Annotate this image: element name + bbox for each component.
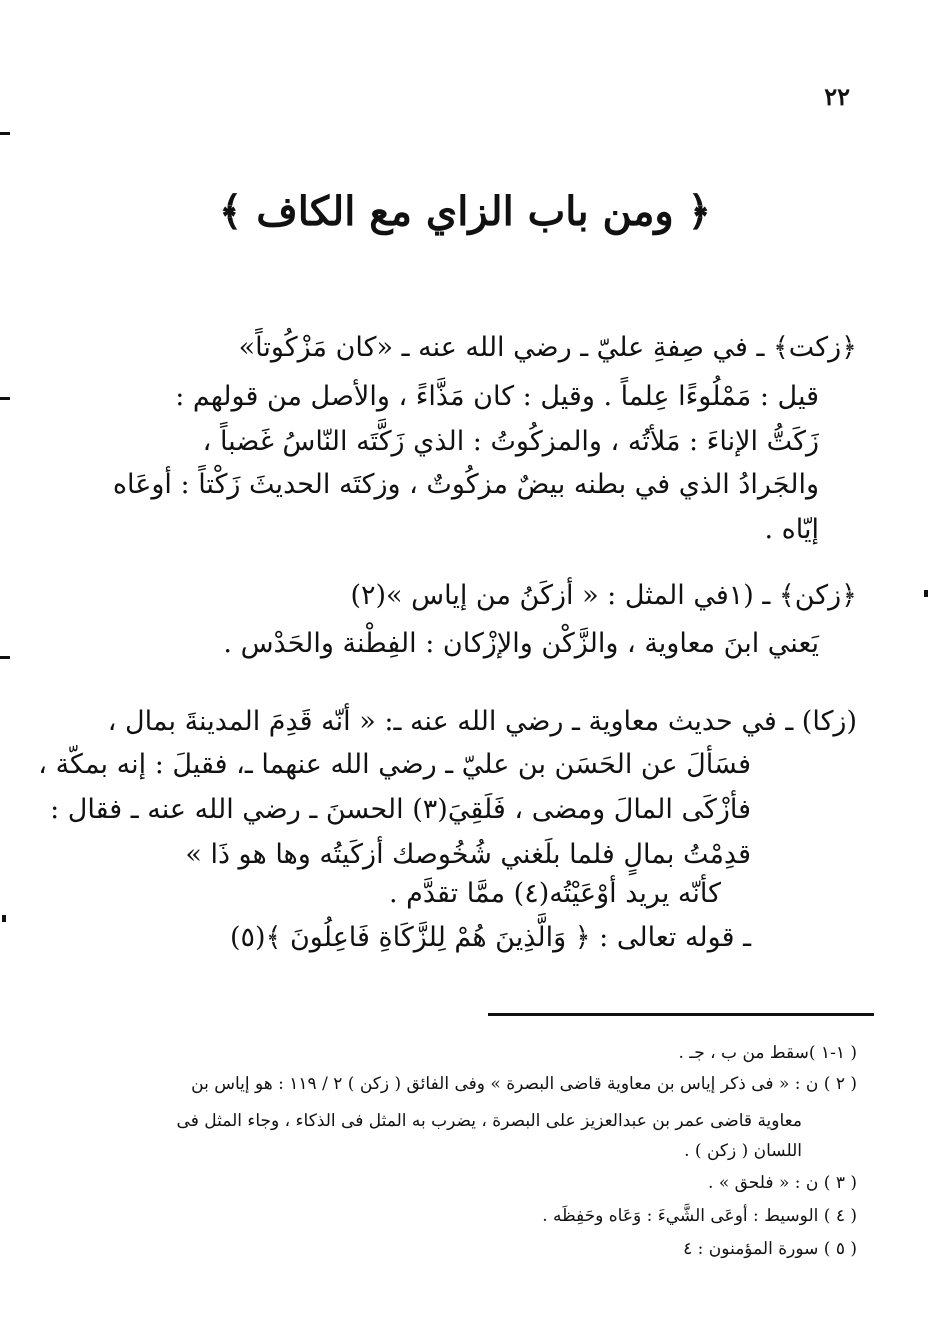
entry-zaka-line-6: ـ قوله تعالى : ﴿ وَالَّذِينَ هُمْ لِلزَّكَاةِ فَاعِلُونَ ﴾(٥)	[229, 922, 751, 953]
page-number: ٢٢	[824, 82, 850, 111]
entry-zakat-line-5: إيّاه .	[764, 514, 819, 545]
entry-zakan-line-1: ﴿زكن﴾ ـ (١في المثل : « أزكَنُ من إياس »(٢)	[350, 580, 857, 611]
chapter-title: ﴿ ومن باب الزاي مع الكاف ﴾	[218, 188, 712, 235]
footnote-3: ( ٣ ) ن : « فلحق » .	[708, 1173, 857, 1193]
margin-mark	[0, 656, 10, 659]
entry-zakat-line-2: قيل : مَمْلُوءًا عِلماً . وقيل : كان مَذَّاءً ، والأصل من قولهم :	[175, 381, 819, 412]
entry-zaka-line-4: قدِمْتُ بمالٍ فلما بلَغني شُخُوصك أزكَيتُه وها هو ذَا »	[185, 839, 751, 870]
entry-zakan-line-2: يَعني ابنَ معاوية ، والزَّكْن والإزْكان : الفِطْنة والحَدْس .	[223, 628, 819, 659]
margin-dot	[924, 590, 928, 597]
entry-zaka-line-2: فسَألَ عن الحَسَن بن عليّ ـ رضي الله عنهما ـ، فقيلَ : إنه بمكّة ،	[38, 749, 751, 780]
footnote-2-line-3: اللسان ( زكن ) .	[684, 1141, 802, 1161]
footnote-rule	[488, 1013, 874, 1016]
footnote-4: ( ٤ ) الوسيط : أوعَى الشَّيءَ : وَعَاه وحَفِظَه .	[542, 1206, 857, 1226]
margin-mark	[0, 132, 10, 135]
margin-mark	[0, 397, 10, 400]
footnote-2-line-1: ( ٢ ) ن : « فى ذكر إياس بن معاوية قاضى البصرة » وفى الفائق ( زكن ) ٢ / ١١٩ : هو إياس بن	[191, 1074, 857, 1094]
margin-dot	[2, 915, 6, 922]
footnote-1: ( ١-١ )سقط من ب ، جـ .	[678, 1043, 857, 1063]
footnote-2-line-2: معاوية قاضى عمر بن عبدالعزيز على البصرة ، يضرب به المثل فى الذكاء ، وجاء المثل فى	[176, 1111, 802, 1131]
entry-zakat-line-4: والجَرادُ الذي في بطنه بيضٌ مزكُوتٌ ، وزكتَه الحديثَ زَكْتاً : أوعَاه	[112, 469, 819, 500]
entry-zaka-line-5: كأنّه يريد أوْعَيْتُه(٤) ممَّا تقدَّم .	[388, 878, 721, 909]
entry-zaka-line-3: فأزْكَى المالَ ومضى ، فَلَقِيَ(٣) الحسنَ ـ رضي الله عنه ـ فقال :	[50, 794, 751, 825]
entry-zakat-line-3: زَكَتُّ الإناءَ : مَلأتُه ، والمزكُوتُ : الذي زَكَّتَه النّاسُ غَضباً ،	[202, 426, 819, 457]
footnote-5: ( ٥ ) سورة المؤمنون : ٤	[683, 1239, 857, 1259]
entry-zakat-line-1: ﴿زكت﴾ ـ في صِفةِ عليّ ـ رضي الله عنه ـ «كان مَزْكُوتاً»	[238, 332, 857, 363]
entry-zaka-line-1: (زكا) ـ في حديث معاوية ـ رضي الله عنه ـ: « أنّه قَدِمَ المدينةَ بمال ،	[107, 706, 857, 737]
